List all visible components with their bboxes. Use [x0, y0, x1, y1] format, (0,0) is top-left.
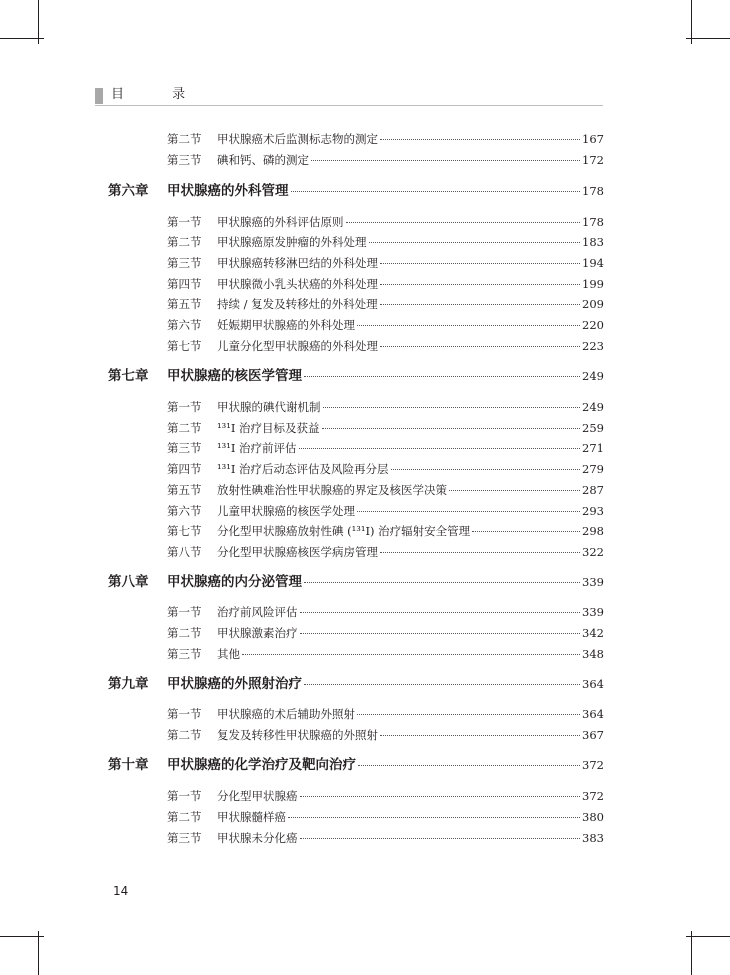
- dot-leader: [304, 684, 580, 685]
- toc-section[interactable]: [167, 399, 604, 415]
- page-ref: 223: [582, 339, 604, 353]
- section-title: 儿童甲状腺癌的核医学处理: [217, 504, 355, 518]
- section-title: 甲状腺激素治疗: [217, 626, 298, 640]
- dot-leader: [322, 428, 581, 429]
- section-title: 甲状腺微小乳头状癌的外科处理: [217, 277, 378, 291]
- page-ref: 183: [582, 235, 604, 249]
- section-title: 治疗前风险评估: [217, 605, 298, 619]
- page-ref: 383: [582, 831, 604, 845]
- page-ref: 293: [582, 504, 604, 518]
- section-title: 分化型甲状腺癌: [217, 789, 298, 803]
- toc-section[interactable]: [167, 604, 604, 620]
- dot-leader: [323, 407, 581, 408]
- dot-leader: [242, 654, 580, 655]
- dot-leader: [300, 612, 581, 613]
- page-ref: 322: [582, 545, 604, 559]
- chapter-number: 第七章: [108, 368, 149, 384]
- page-ref: 367: [582, 728, 604, 742]
- page-ref: 220: [582, 318, 604, 332]
- dot-leader: [380, 263, 580, 264]
- dot-leader: [288, 817, 580, 818]
- toc-section[interactable]: [167, 234, 604, 250]
- section-title: 甲状腺癌转移淋巴结的外科处理: [217, 256, 378, 270]
- dot-leader: [300, 633, 581, 634]
- dot-leader: [380, 139, 580, 140]
- dot-leader: [291, 191, 581, 192]
- section-title: ¹³¹I 治疗目标及获益: [217, 421, 320, 435]
- section-title: 甲状腺癌原发肿瘤的外科处理: [217, 235, 367, 249]
- page-ref: 249: [582, 369, 604, 383]
- chapter-title: 甲状腺癌的外照射治疗: [167, 676, 302, 692]
- toc-chapter[interactable]: [108, 367, 604, 385]
- chapter-title: 甲状腺癌的核医学管理: [167, 368, 302, 384]
- toc-section[interactable]: [167, 296, 604, 312]
- dot-leader: [472, 531, 580, 532]
- page-ref: 279: [582, 462, 604, 476]
- section-title: 甲状腺髓样癌: [217, 810, 286, 824]
- chapter-number: 第六章: [108, 183, 149, 199]
- dot-leader: [380, 284, 580, 285]
- section-title: 分化型甲状腺癌核医学病房管理: [217, 545, 378, 559]
- toc-section[interactable]: [167, 646, 604, 662]
- section-title: ¹³¹I 治疗前评估: [217, 441, 297, 455]
- toc-section[interactable]: [167, 544, 604, 560]
- toc-section[interactable]: [167, 461, 604, 477]
- page-ref: 178: [582, 184, 604, 198]
- toc-chapter[interactable]: [108, 756, 604, 774]
- crop-mark: [38, 931, 39, 975]
- crop-mark: [686, 936, 730, 937]
- dot-leader: [304, 582, 580, 583]
- dot-leader: [369, 242, 581, 243]
- toc-section[interactable]: [167, 420, 604, 436]
- running-header: [95, 87, 603, 106]
- dot-leader: [300, 838, 581, 839]
- toc-section[interactable]: [167, 482, 604, 498]
- dot-leader: [357, 325, 580, 326]
- chapter-title: 甲状腺癌的化学治疗及靶向治疗: [167, 757, 356, 773]
- page-ref: 259: [582, 421, 604, 435]
- dot-leader: [380, 552, 580, 553]
- crop-mark: [686, 38, 730, 39]
- section-number: 第七节: [167, 524, 202, 538]
- chapter-number: 第十章: [108, 757, 149, 773]
- toc-section[interactable]: [167, 727, 604, 743]
- page-ref: 372: [582, 789, 604, 803]
- toc-section[interactable]: [167, 809, 604, 825]
- section-number: 第六节: [167, 318, 202, 332]
- chapter-title: 甲状腺癌的外科管理: [167, 183, 289, 199]
- toc-section[interactable]: [167, 317, 604, 333]
- section-title: 复发及转移性甲状腺癌的外照射: [217, 728, 378, 742]
- section-number: 第一节: [167, 707, 202, 721]
- section-number: 第四节: [167, 277, 202, 291]
- page-ref: 339: [582, 605, 604, 619]
- page-ref: 194: [582, 256, 604, 270]
- dot-leader: [380, 735, 580, 736]
- page-ref: 209: [582, 297, 604, 311]
- page-number: 14: [113, 884, 129, 898]
- chapter-number: 第九章: [108, 676, 149, 692]
- dot-leader: [311, 160, 580, 161]
- dot-leader: [299, 448, 581, 449]
- dot-leader: [449, 490, 580, 491]
- section-title: 分化型甲状腺癌放射性碘 (¹³¹I) 治疗辐射安全管理: [217, 524, 471, 538]
- dot-leader: [346, 222, 581, 223]
- section-number: 第七节: [167, 339, 202, 353]
- section-number: 第三节: [167, 831, 202, 845]
- page-ref: 364: [582, 707, 604, 721]
- section-number: 第五节: [167, 297, 202, 311]
- section-title: 放射性碘难治性甲状腺癌的界定及核医学决策: [217, 483, 447, 497]
- toc-section[interactable]: [167, 706, 604, 722]
- section-title: 甲状腺的碘代谢机制: [217, 400, 321, 414]
- section-number: 第三节: [167, 153, 202, 167]
- section-number: 第二节: [167, 421, 202, 435]
- section-number: 第二节: [167, 235, 202, 249]
- page-ref: 172: [582, 153, 604, 167]
- section-number: 第三节: [167, 441, 202, 455]
- page-ref: 249: [582, 400, 604, 414]
- chapter-title: 甲状腺癌的内分泌管理: [167, 574, 302, 590]
- toc-section[interactable]: [167, 276, 604, 292]
- page-ref: 380: [582, 810, 604, 824]
- section-title: 甲状腺癌术后监测标志物的测定: [217, 132, 378, 146]
- toc-section[interactable]: [167, 503, 604, 519]
- toc-section[interactable]: [167, 131, 604, 147]
- toc-section[interactable]: [167, 152, 604, 168]
- section-number: 第三节: [167, 647, 202, 661]
- section-number: 第八节: [167, 545, 202, 559]
- dot-leader: [357, 714, 580, 715]
- crop-mark: [0, 38, 44, 39]
- toc-section[interactable]: [167, 214, 604, 230]
- dot-leader: [380, 304, 580, 305]
- section-title: 其他: [217, 647, 240, 661]
- section-title: 碘和钙、磷的测定: [217, 153, 309, 167]
- dot-leader: [357, 511, 580, 512]
- section-number: 第四节: [167, 462, 202, 476]
- page-ref: 298: [582, 524, 604, 538]
- section-number: 第二节: [167, 810, 202, 824]
- crop-mark: [0, 936, 44, 937]
- dot-leader: [358, 765, 580, 766]
- page-ref: 167: [582, 132, 604, 146]
- section-number: 第二节: [167, 626, 202, 640]
- section-title: 甲状腺癌的外科评估原则: [217, 215, 344, 229]
- page-ref: 199: [582, 277, 604, 291]
- section-title: 甲状腺未分化癌: [217, 831, 298, 845]
- toc-section[interactable]: [167, 788, 604, 804]
- section-title: 持续 / 复发及转移灶的外科处理: [217, 297, 378, 311]
- toc-section[interactable]: [167, 255, 604, 271]
- toc-section[interactable]: [167, 338, 604, 354]
- toc-chapter[interactable]: [108, 573, 604, 591]
- toc-chapter[interactable]: [108, 182, 604, 200]
- section-title: ¹³¹I 治疗后动态评估及风险再分层: [217, 462, 389, 476]
- section-title: 甲状腺癌的术后辅助外照射: [217, 707, 355, 721]
- section-number: 第二节: [167, 728, 202, 742]
- crop-mark: [691, 931, 692, 975]
- toc-section[interactable]: [167, 625, 604, 641]
- dot-leader: [380, 346, 580, 347]
- section-number: 第一节: [167, 789, 202, 803]
- header-marker: [95, 88, 103, 104]
- toc-section[interactable]: [167, 523, 604, 539]
- page-ref: 342: [582, 626, 604, 640]
- section-number: 第二节: [167, 132, 202, 146]
- section-title: 妊娠期甲状腺癌的外科处理: [217, 318, 355, 332]
- header-title: 目 录: [111, 87, 208, 102]
- section-number: 第一节: [167, 215, 202, 229]
- dot-leader: [304, 376, 580, 377]
- page-ref: 372: [582, 758, 604, 772]
- section-number: 第六节: [167, 504, 202, 518]
- section-number: 第一节: [167, 400, 202, 414]
- dot-leader: [391, 469, 581, 470]
- page-ref: 178: [582, 215, 604, 229]
- section-title: 儿童分化型甲状腺癌的外科处理: [217, 339, 378, 353]
- page-ref: 271: [582, 441, 604, 455]
- dot-leader: [300, 796, 581, 797]
- section-number: 第五节: [167, 483, 202, 497]
- section-number: 第一节: [167, 605, 202, 619]
- toc-section[interactable]: [167, 830, 604, 846]
- page-ref: 287: [582, 483, 604, 497]
- page-ref: 364: [582, 677, 604, 691]
- section-number: 第三节: [167, 256, 202, 270]
- page-ref: 348: [582, 647, 604, 661]
- page-ref: 339: [582, 575, 604, 589]
- toc-section[interactable]: [167, 440, 604, 456]
- toc-chapter[interactable]: [108, 675, 604, 693]
- chapter-number: 第八章: [108, 574, 149, 590]
